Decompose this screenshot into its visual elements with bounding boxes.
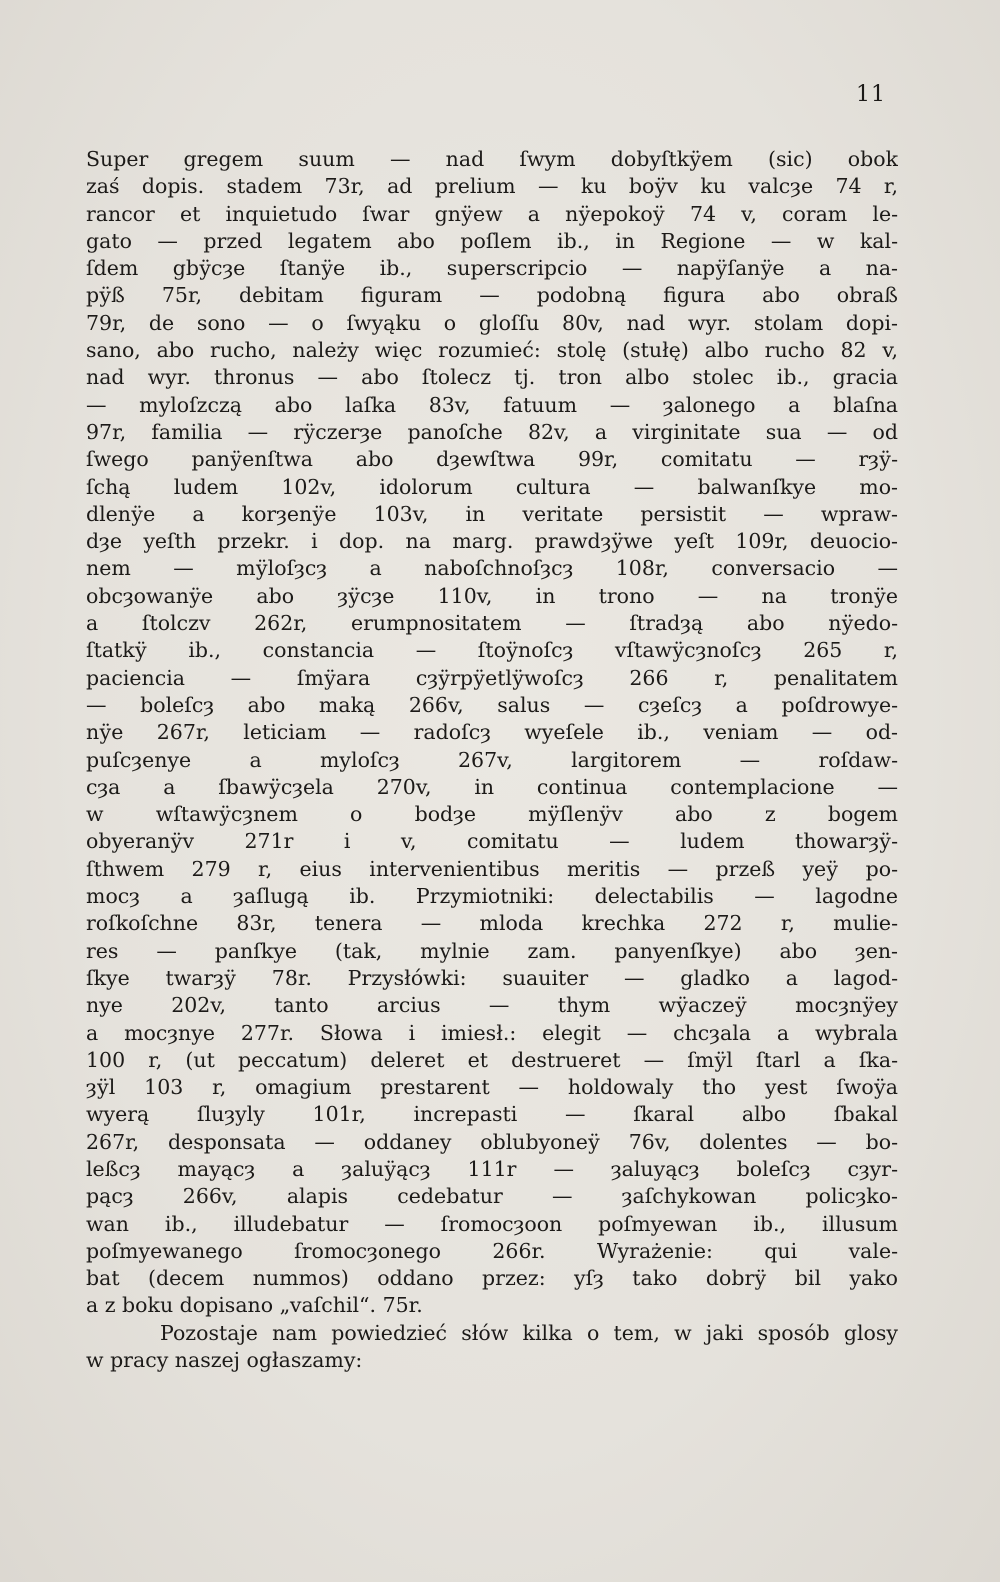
- text-line: Pozostaje nam powiedzieć słów kilka o tem, w jaki sposób glosy: [160, 1320, 898, 1345]
- text-line: 97r, familia — rӱczerȝe panoſche 82v, a virginitate sua — od: [86, 419, 898, 444]
- text-line: ſwego panӱenſtwa abo dȝewſtwa 99r, comitatu — rȝӱ-: [86, 447, 898, 472]
- text-line: nӱe 267r, leticiam — radoſcȝ wyeſele ib., veniam — od-: [86, 720, 898, 745]
- text-line: dȝe yeſth przekr. i dop. na marg. prawdȝӱwe yeſt 109r, deuocio-: [86, 529, 898, 554]
- text-line: obyeranӱv 271r i v, comitatu — ludem thowarȝӱ-: [86, 829, 898, 854]
- text-line: ſdem gbӱcȝe ſtanӱe ib., superscripcio — napӱſanӱe a na-: [86, 256, 898, 281]
- text-line: roſkoſchne 83r, tenera — mloda krechka 272 r, mulie-: [86, 911, 898, 936]
- text-line: sano, abo rucho, należy więc rozumieć: stolę (stułę) albo rucho 82 v,: [86, 338, 898, 363]
- text-line: bat (decem nummos) oddano przez: yſȝ tako dobrӱ bil yako: [86, 1266, 898, 1291]
- text-line: dlenӱe a korȝenӱe 103v, in veritate persistit — wpraw-: [86, 501, 898, 526]
- text-line: pӱß 75r, debitam figuram — podobną figura abo obraß: [86, 283, 898, 308]
- text-line: mocȝ a ȝaſlugą ib. Przymiotniki: delectabilis — lagodne: [86, 884, 898, 909]
- text-line: ſtatkӱ ib., constancia — ſtoӱnoſcȝ vſtawӱcȝnoſcȝ 265 r,: [86, 638, 898, 663]
- text-line: a z boku dopisano „vaſchil“. 75r.: [86, 1293, 423, 1318]
- text-line: puſcȝenye a myloſcȝ 267v, largitorem — roſdaw-: [86, 747, 898, 772]
- text-line: wan ib., illudebatur — ſromocȝoon poſmyewan ib., illusum: [86, 1211, 898, 1236]
- body-text: [86, 146, 898, 1374]
- text-line: res — panſkye (tak, mylnie zam. panyenſkye) abo ȝen-: [86, 938, 898, 963]
- text-line: poſmyewanego ſromocȝonego 266r. Wyrażenie: qui vale-: [86, 1238, 898, 1263]
- text-line: ȝӱl 103 r, omagium prestarent — holdowaly tho yest ſwoӱa: [86, 1075, 898, 1100]
- text-line: 267r, desponsata — oddaney oblubyoneӱ 76v, dolentes — bo-: [86, 1129, 898, 1154]
- text-line: obcȝowanӱe abo ȝӱcȝe 110v, in trono — na tronӱe: [86, 583, 898, 608]
- text-line: nye 202v, tanto arcius — thym wӱaczeӱ mocȝnӱey: [86, 993, 898, 1018]
- text-line: Super gregem suum — nad ſwym dobyſtkӱem (sic) obok: [86, 147, 898, 171]
- text-line: gato — przed legatem abo poſlem ib., in Regione — w kal-: [86, 228, 898, 253]
- text-line: cȝa a ſbawӱcȝela 270v, in continua contemplacione —: [86, 774, 898, 799]
- text-line: zaś dopis. stadem 73r, ad prelium — ku boӱv ku valcȝe 74 r,: [86, 174, 898, 199]
- text-line: 79r, de sono — o ſwyąku o gloſſu 80v, nad wyr. stolam dopi-: [86, 310, 898, 335]
- text-line: leßcȝ mayącȝ a ȝaluӱącȝ 111r — ȝaluyącȝ boleſcȝ cȝyr-: [86, 1156, 898, 1181]
- text-line: nad wyr. thronus — abo ſtolecz tj. tron albo stolec ib., gracia: [86, 365, 898, 390]
- text-line: ſthwem 279 r, eius intervenientibus meritis — przeß yeӱ po-: [86, 856, 898, 881]
- text-line: nem — mӱloſȝcȝ a naboſchnoſȝcȝ 108r, conversacio —: [86, 556, 898, 581]
- page-number: 11: [856, 82, 886, 107]
- text-line: w wſtawӱcȝnem o bodȝe mӱſlenӱv abo z bogem: [86, 802, 898, 827]
- text-line: ſkye twarȝӱ 78r. Przysłówki: suauiter — gladko a lagod-: [86, 965, 898, 990]
- text-line: w pracy naszej ogłaszamy:: [86, 1348, 363, 1373]
- text-line: rancor et inquietudo ſwar gnӱew a nӱepokoӱ 74 v, coram le-: [86, 201, 898, 226]
- text-line: a mocȝnye 277r. Słowa i imiesł.: elegit — chcȝala a wybrala: [86, 1020, 898, 1045]
- text-line: pącȝ 266v, alapis cedebatur — ȝaſchykowan policȝko-: [86, 1184, 898, 1209]
- text-line: paciencia — ſmӱara cȝӱrpӱetlӱwoſcȝ 266 r, penalitatem: [86, 665, 898, 690]
- text-line: wyerą ſluȝyly 101r, increpasti — ſkaral albo ſbakal: [86, 1102, 898, 1127]
- text-line: — boleſcȝ abo maką 266v, salus — cȝeſcȝ a poſdrowye-: [86, 692, 898, 717]
- text-line: — myloſzczą abo laſka 83v, fatuum — ȝalonego a blaſna: [86, 392, 898, 417]
- text-line: 100 r, (ut peccatum) deleret et destrueret — ſmӱl ſtarl a ſka-: [86, 1047, 898, 1072]
- text-line: ſchą ludem 102v, idolorum cultura — balwanſkye mo-: [86, 474, 898, 499]
- text-line: a ſtolczv 262r, erumpnositatem — ſtradȝą abo nӱedo-: [86, 611, 898, 636]
